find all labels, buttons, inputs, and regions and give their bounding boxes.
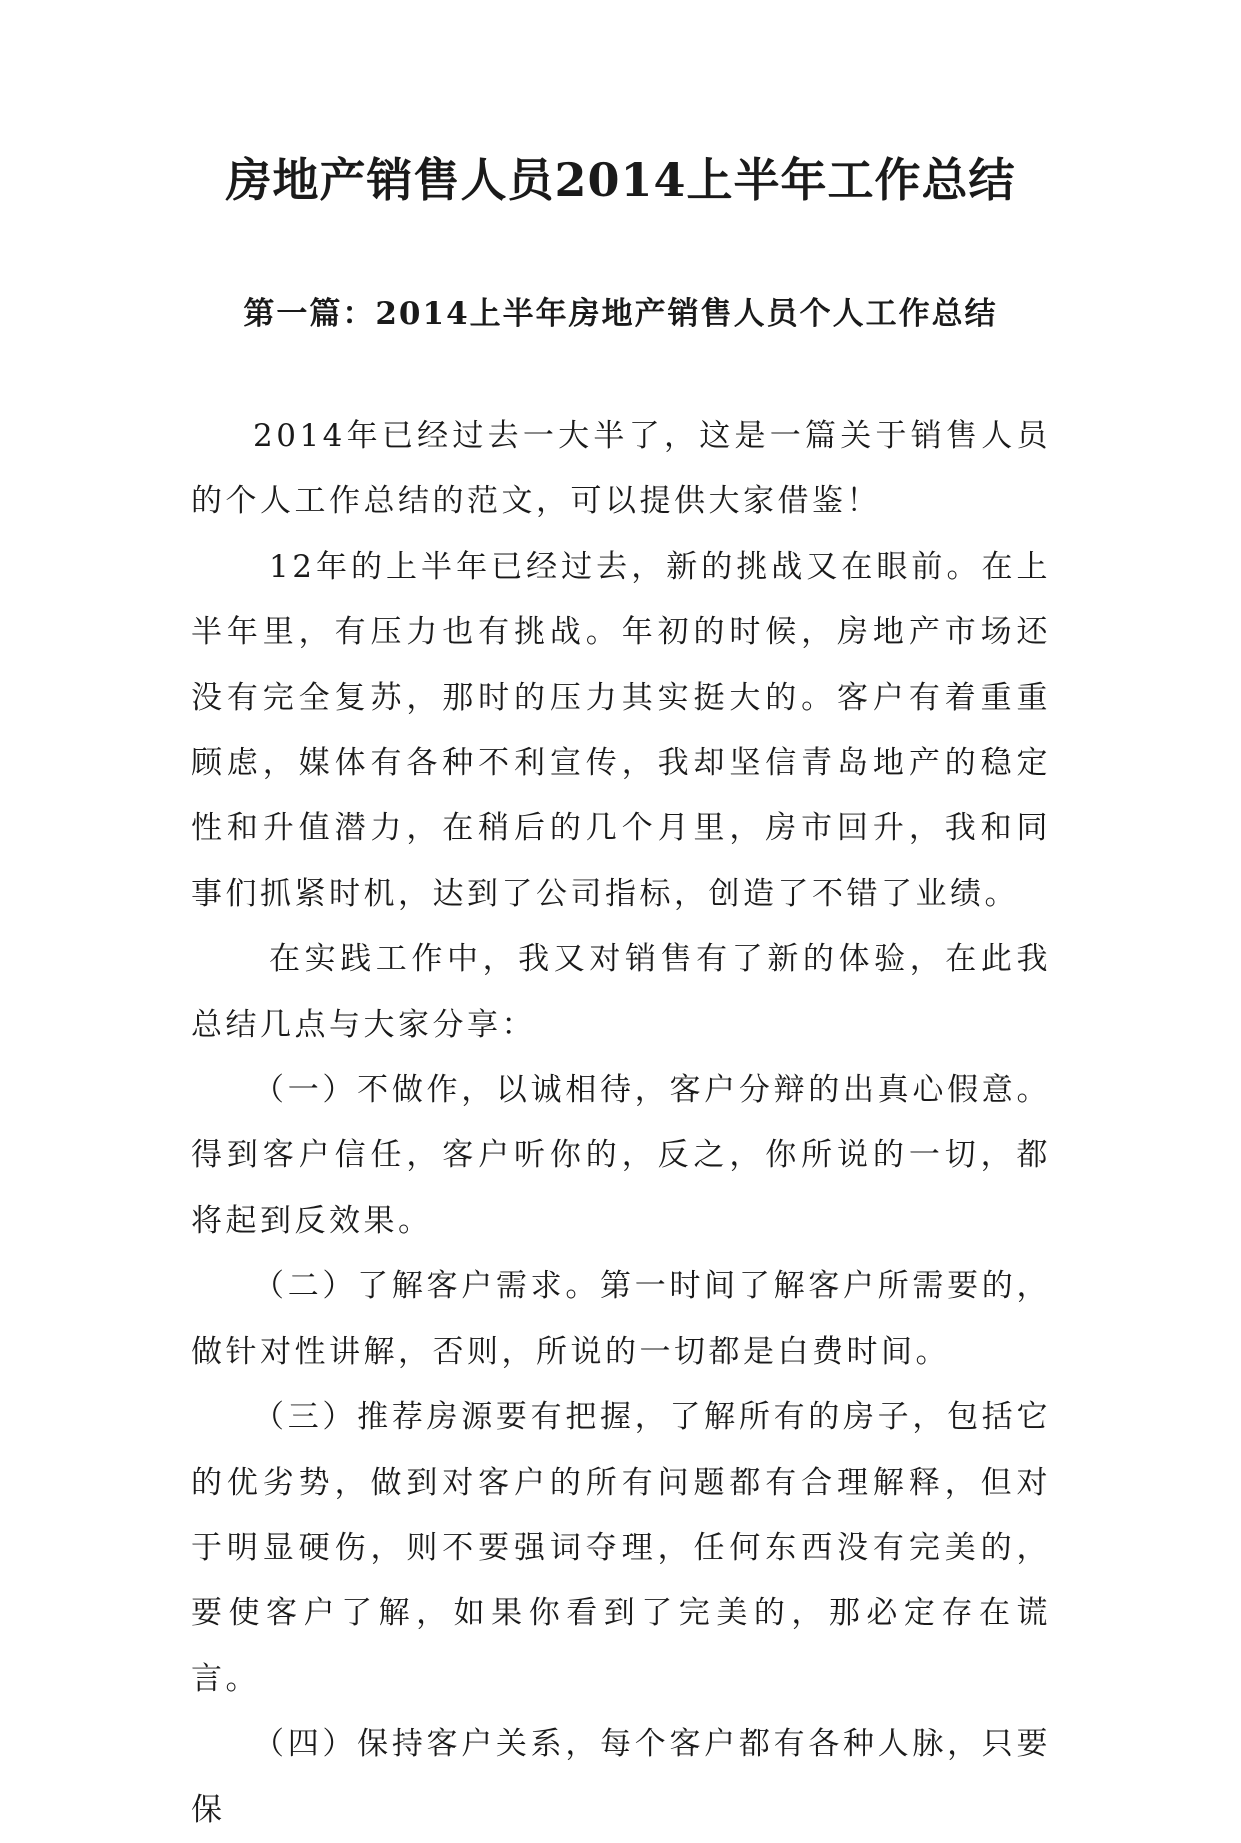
- paragraph-point-4: （四）保持客户关系，每个客户都有各种人脉，只要保: [191, 1726, 1051, 1828]
- paragraph-intro: 2014年已经过去一大半了，这是一篇关于销售人员的个人工作总结的范文，可以提供大家借鉴！: [191, 418, 1051, 520]
- paragraph-point-1: （一）不做作，以诚相待，客户分辩的出真心假意。得到客户信任，客户听你的，反之，你所说的一切，都将起到反效果。: [191, 1072, 1051, 1239]
- paragraph-point-2: （二）了解客户需求。第一时间了解客户所需要的，做针对性讲解，否则，所说的一切都是白费时间。: [191, 1268, 1051, 1370]
- document-body: [191, 404, 1051, 1843]
- paragraph-review: 12年的上半年已经过去，新的挑战又在眼前。在上半年里，有压力也有挑战。年初的时候，房地产市场还没有完全复苏，那时的压力其实挺大的。客户有着重重顾虑，媒体有各种不利宣传，我却坚信青岛地产的稳定性和升值潜力，在稍后的几个月里，房市回升，我和同事们抓紧时机，达到了公司指标，创造了不错了业绩。: [191, 548, 1051, 912]
- paragraph-experience: 在实践工作中，我又对销售有了新的体验，在此我总结几点与大家分享：: [191, 941, 1051, 1043]
- document-title: 房地产销售人员2014上半年工作总结: [225, 153, 1016, 207]
- paragraph-point-3: （三）推荐房源要有把握，了解所有的房子，包括它的优劣势，做到对客户的所有问题都有合理解释，但对于明显硬伤，则不要强词夺理，任何东西没有完美的，要使客户了解，如果你看到了完美的，那必定存在谎言。: [191, 1399, 1051, 1697]
- document-subtitle: 第一篇：2014上半年房地产销售人员个人工作总结: [243, 296, 998, 332]
